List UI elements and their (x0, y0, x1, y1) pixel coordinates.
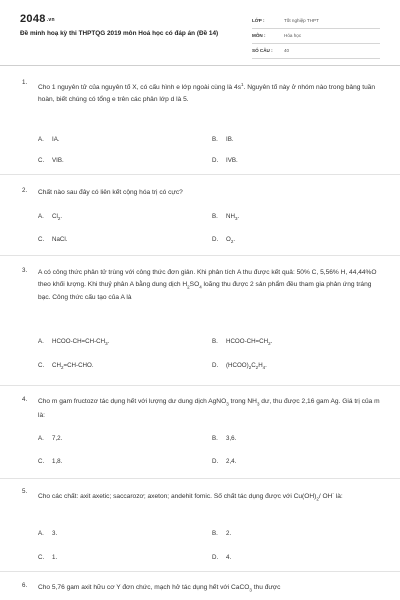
option-a[interactable]: A. HCOO-$CH=CH-CH_3$. (38, 338, 110, 347)
question-divider (0, 385, 400, 386)
meta-row-subject (252, 29, 380, 44)
question-number: 2. (22, 187, 28, 194)
option-c[interactable]: C. 1. (38, 554, 58, 561)
question-text: A có công thức phân tử trùng với công thức đơn giản. Khi phân tích A thu được kết quả: 50% C, 5,56% H, 44,44%O theo khối lượng. Khi thuỷ phân A bằng dung dịch $H_2SO_4$ loãng thu được 2 sản phẩm đều tham gia phản ứng tráng bạc. Công thức cấu tạo của A là (38, 269, 377, 302)
question-divider (0, 478, 400, 479)
document-header (0, 0, 400, 66)
option-b[interactable]: B. 3,6. (212, 435, 237, 442)
option-c[interactable]: C. NaCl. (38, 236, 68, 243)
question-text: Cho 1 nguyên tử của nguyên tố X, có cấu hình e lớp ngoài cùng là $4s^1$. Nguyên tố này ở nhóm nào trong bảng tuần hoàn, biết chúng có tổng e trên các phân lớp d là 5. (38, 82, 376, 103)
meta-key: MÔN : (252, 33, 266, 38)
option-b[interactable]: B. IB. (212, 136, 234, 143)
question-text: Cho các chất: axit axetic; saccarozơ; axeton; andehit fomic. Số chất tác dụng được với $Cu(OH)_2/$ OH- là: (38, 491, 343, 502)
question-number: 6. (22, 582, 28, 589)
meta-row-class (252, 14, 380, 29)
meta-value: Hóa học (284, 33, 302, 38)
option-b[interactable]: B. $NH_3$. (212, 213, 240, 222)
site-logo[interactable]: 2048.vn (20, 13, 55, 25)
question-number: 3. (22, 267, 28, 274)
option-d[interactable]: D. 2,4. (212, 458, 237, 465)
option-d[interactable]: D. IVB. (212, 157, 238, 164)
option-a[interactable]: A. 7,2. (38, 435, 63, 442)
option-c[interactable]: C. VIB. (38, 157, 64, 164)
option-a[interactable]: A. 3. (38, 530, 58, 537)
option-a[interactable]: A. IA. (38, 136, 60, 143)
option-a[interactable]: A. $Cl_2$. (38, 213, 63, 222)
question-divider (0, 255, 400, 256)
option-b[interactable]: B. HCOO-$CH=CH_2$. (212, 338, 273, 347)
option-c[interactable]: C. 1,8. (38, 458, 63, 465)
meta-row-question-count (252, 44, 380, 59)
meta-key: SỐ CÂU : (252, 48, 273, 53)
question-number: 4. (22, 396, 28, 403)
question-text: Chất nào sau đây có liên kết cộng hóa trị có cực? (38, 189, 183, 196)
question-number: 5. (22, 488, 28, 495)
option-c[interactable]: C. $CH_2=CH$-CHO. (38, 362, 94, 371)
question-divider (0, 571, 400, 572)
document-meta (252, 14, 380, 59)
meta-value: 40 (284, 48, 290, 53)
meta-key: LỚP : (252, 18, 265, 23)
question-text: Cho m gam fructozơ tác dụng hết với lượng dư dung dịch AgNO$_3$ trong $NH_3$ dư, thu được 2,16 gam Ag. Giá trị của m là: (38, 398, 380, 419)
question-divider (0, 174, 400, 175)
question-text: Cho 5,76 gam axit hữu cơ Y đơn chức, mạch hở tác dụng hết với CaCO$_3$ thu được (38, 584, 281, 593)
option-d[interactable]: D. $O_2$. (212, 236, 236, 245)
question-number: 1. (22, 79, 28, 86)
option-d[interactable]: D. 4. (212, 554, 232, 561)
meta-value: Tốt nghiệp THPT (284, 18, 319, 23)
document-title: Đề minh hoạ kỳ thi THPTQG 2019 môn Hoá học có đáp án (Đề 14) (20, 30, 219, 37)
option-d[interactable]: D. $(HCOO)_2C_2H_4$. (212, 362, 267, 371)
option-b[interactable]: B. 2. (212, 530, 232, 537)
